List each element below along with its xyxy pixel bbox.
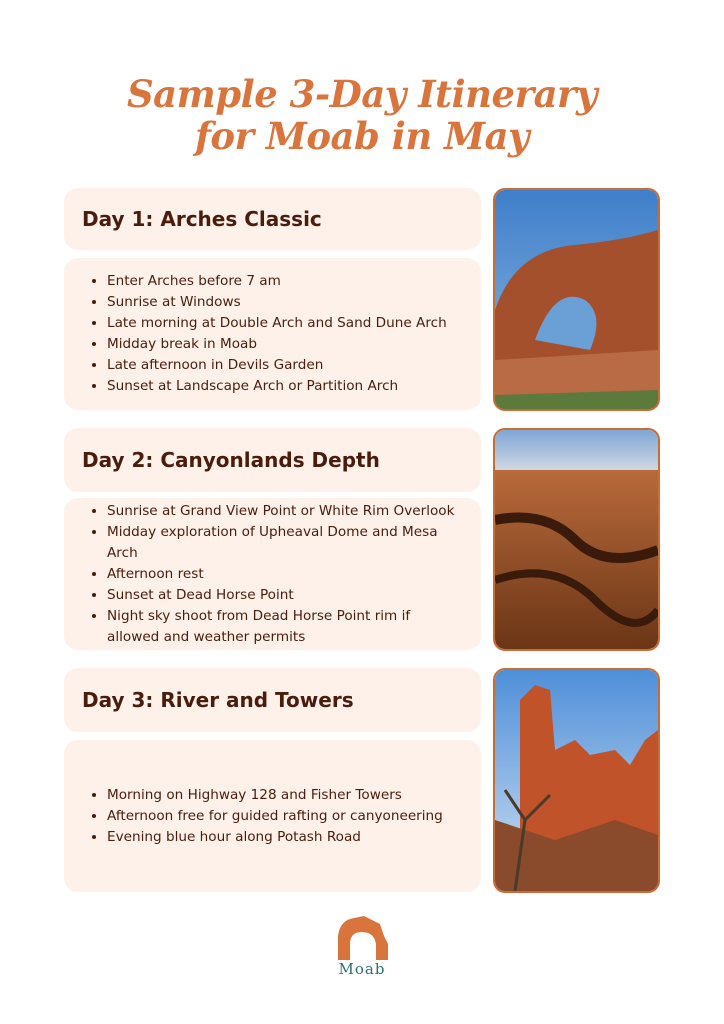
- list-item: • Afternoon rest: [107, 564, 461, 585]
- day-2-list: [64, 501, 481, 648]
- arch-logo-icon: [334, 914, 390, 960]
- list-item: • Afternoon free for guided rafting or canyoneering: [107, 806, 443, 827]
- day-1-heading: Day 1: Arches Classic: [82, 207, 322, 231]
- day-1-header: [64, 188, 481, 250]
- list-item: • Sunrise at Windows: [107, 292, 447, 313]
- day-2-header: [64, 428, 481, 492]
- logo-text: Moab: [338, 960, 386, 978]
- day-3-header: [64, 668, 481, 732]
- list-item: • Late afternoon in Devils Garden: [107, 355, 447, 376]
- fisher-towers-photo: [493, 668, 660, 893]
- page-title-line-1: Sample 3-Day Itinerary: [126, 72, 598, 116]
- list-item: • Midday break in Moab: [107, 334, 447, 355]
- list-item: • Sunrise at Grand View Point or White Rim Overlook: [107, 501, 461, 522]
- day-3-heading: Day 3: River and Towers: [82, 688, 354, 712]
- day-1-body: [64, 258, 481, 410]
- page-title-line-2: for Moab in May: [194, 114, 530, 158]
- list-item: • Enter Arches before 7 am: [107, 271, 447, 292]
- list-item: • Morning on Highway 128 and Fisher Towers: [107, 785, 443, 806]
- list-item: • Late morning at Double Arch and Sand Dune Arch: [107, 313, 447, 334]
- day-3-body: [64, 740, 481, 892]
- list-item: • Night sky shoot from Dead Horse Point rim if allowed and weather permits: [107, 606, 461, 648]
- moab-logo: [330, 914, 394, 978]
- list-item: • Sunset at Landscape Arch or Partition Arch: [107, 376, 447, 397]
- list-item: • Sunset at Dead Horse Point: [107, 585, 461, 606]
- double-arch-photo: [493, 188, 660, 411]
- canyonlands-photo: [493, 428, 660, 651]
- day-2-body: [64, 498, 481, 650]
- list-item: • Evening blue hour along Potash Road: [107, 827, 443, 848]
- list-item: • Midday exploration of Upheaval Dome and Mesa Arch: [107, 522, 461, 564]
- day-3-list: [64, 785, 443, 848]
- day-2-heading: Day 2: Canyonlands Depth: [82, 448, 380, 472]
- day-1-list: [64, 271, 447, 397]
